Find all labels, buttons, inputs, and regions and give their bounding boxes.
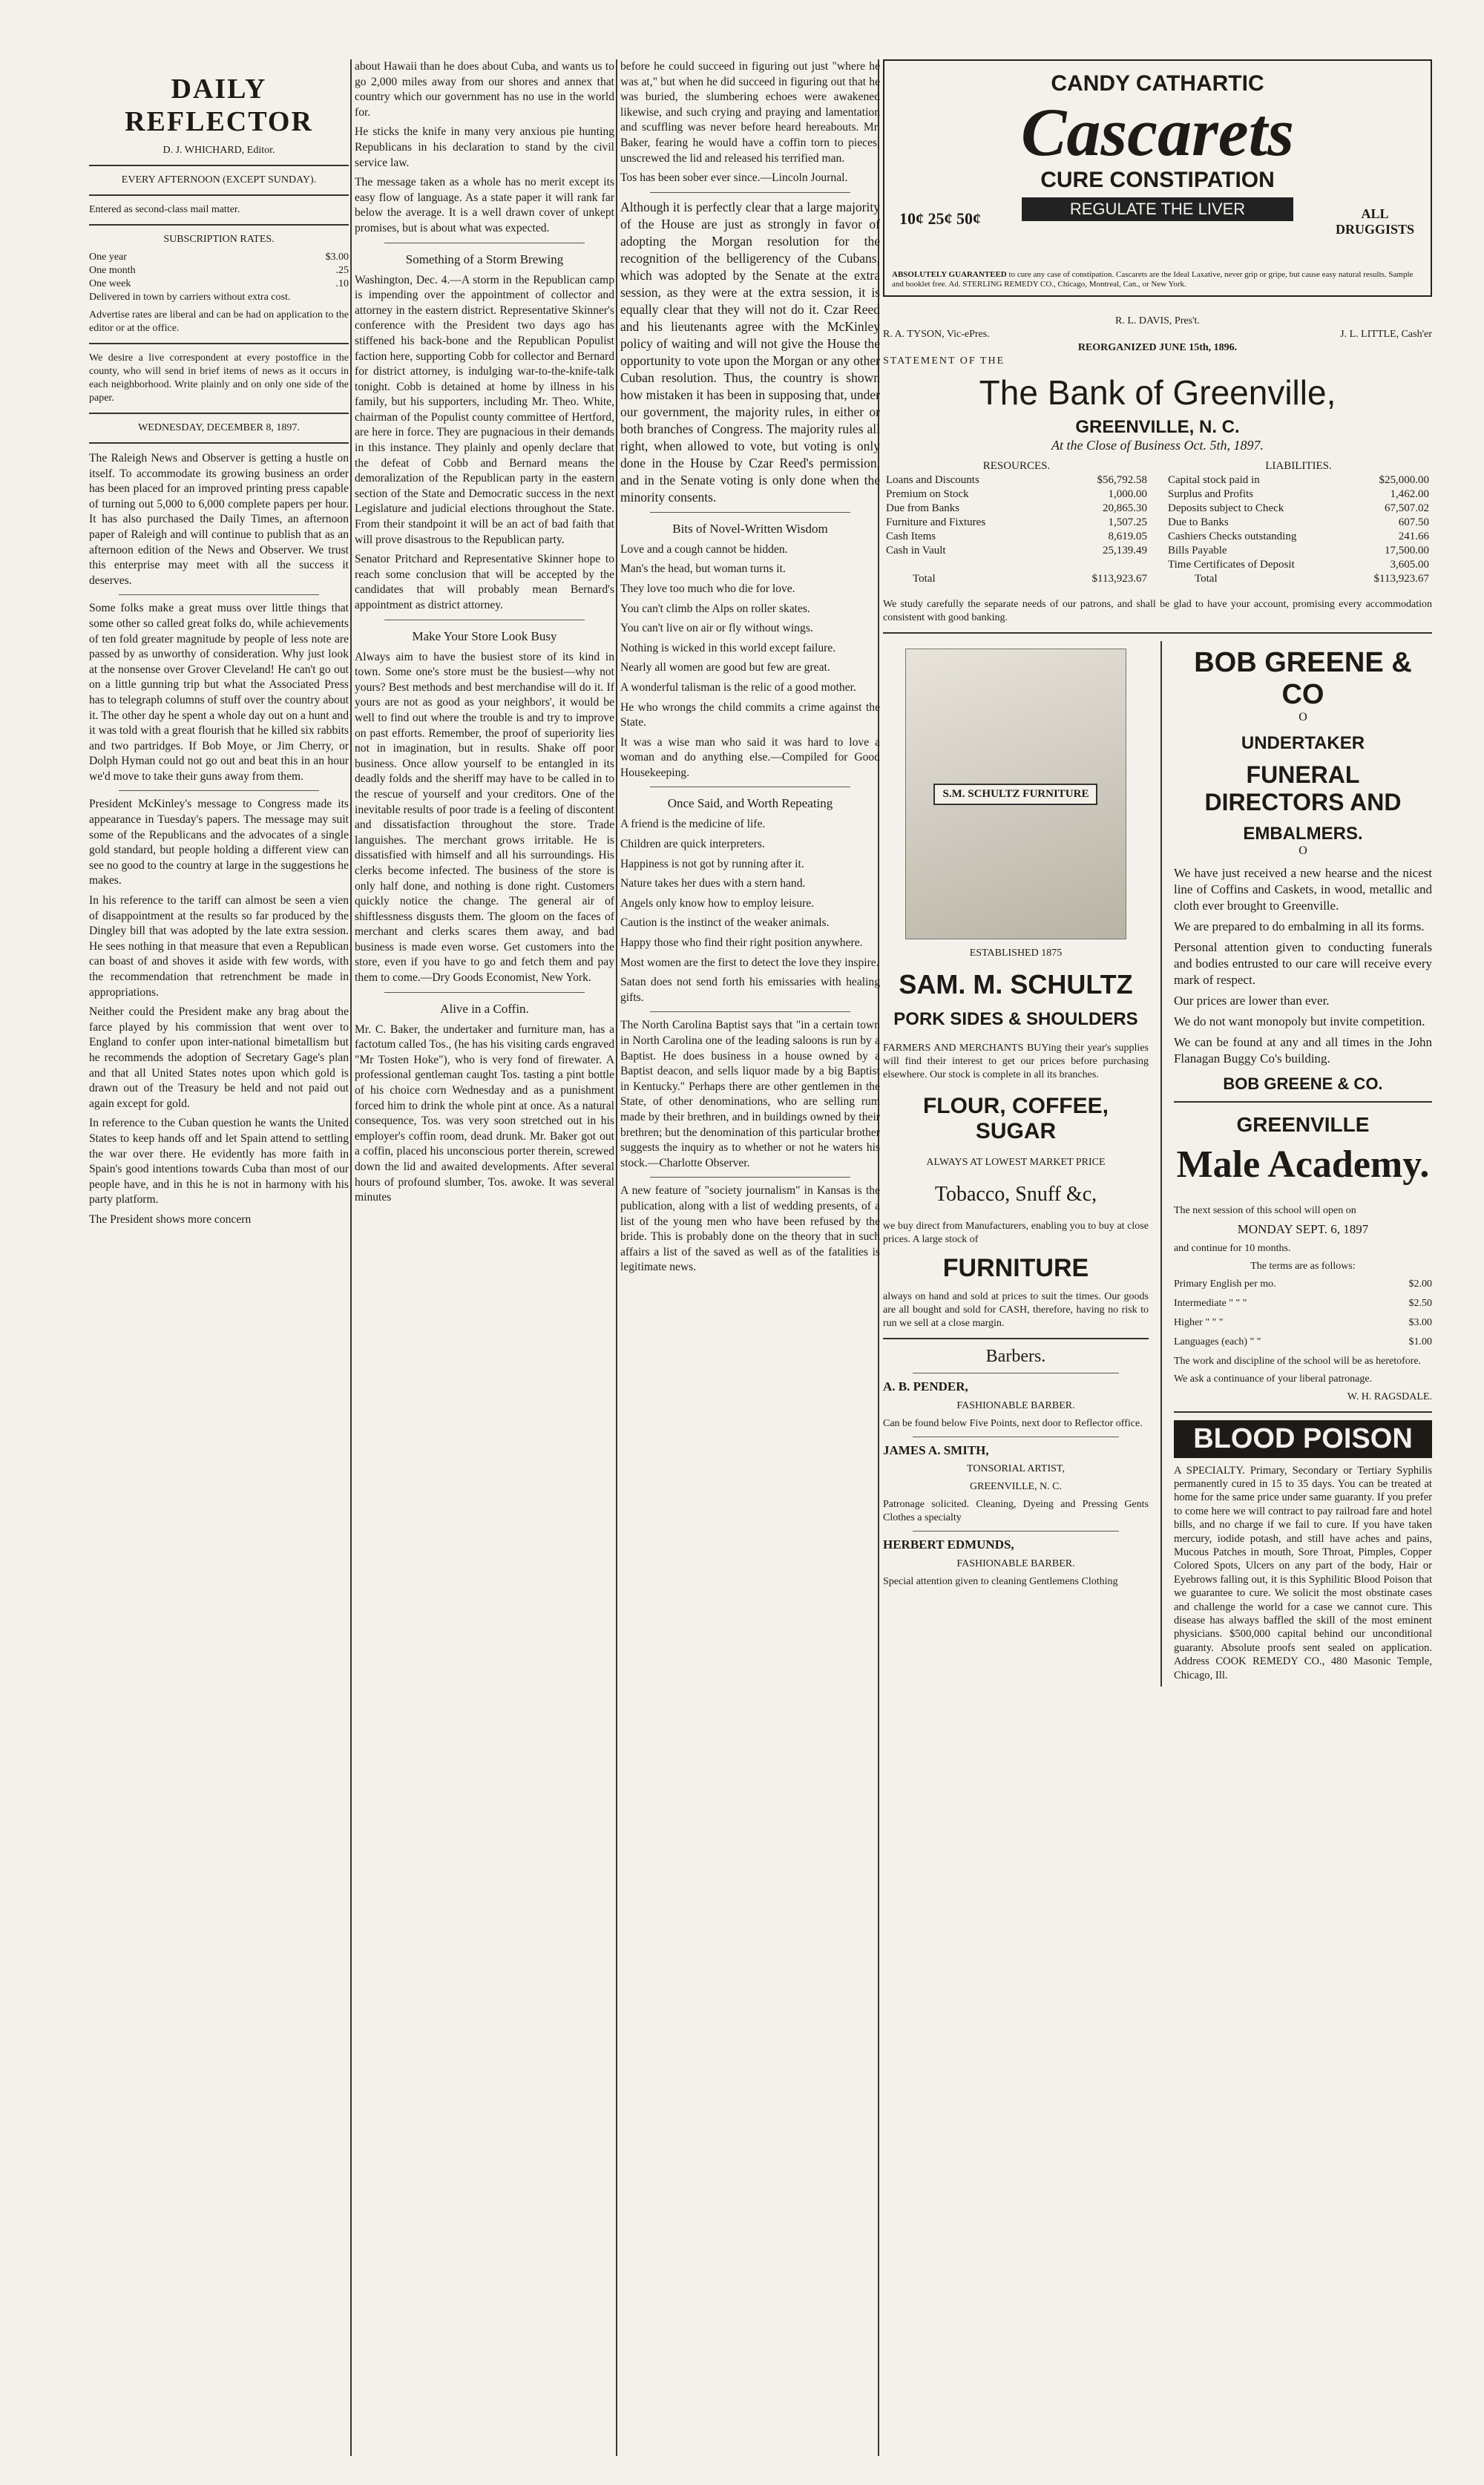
- saying-item: Satan does not send forth his emissaries with healing gifts.: [620, 976, 880, 1004]
- bank-name: The Bank of Greenville,: [979, 373, 1336, 412]
- schultz-lowest: ALWAYS AT LOWEST MARKET PRICE: [926, 1157, 1106, 1168]
- correspondent-note: We desire a live correspondent at every postoffice in the county, who will send in brief items of news as it occurs in each neighborhood. Write plainly and on only one side of the paper.: [89, 352, 349, 404]
- liabilities-heading: LIABILITIES.: [1265, 460, 1332, 472]
- bank-tables: [883, 459, 1432, 586]
- article-heading: Alive in a Coffin.: [440, 1001, 529, 1016]
- article-heading: Make Your Store Look Busy: [412, 628, 557, 643]
- greene-paragraph: We do not want monopoly but invite competition.: [1173, 1014, 1425, 1028]
- wisdom-item: Nearly all women are good but few are great.: [620, 661, 830, 674]
- publish-line: EVERY AFTERNOON (EXCEPT SUNDAY).: [121, 174, 317, 186]
- resources-table: [883, 459, 1150, 586]
- article-paragraph: Senator Pritchard and Representative Skinner hope to reach some conclusion that will be accepted by the candidates that will probably mean Bernard's appointment as district attorney.: [355, 553, 614, 611]
- saying-item: Caution is the instinct of the weaker animals.: [620, 916, 830, 930]
- table-row: Time Certificates of Deposit 3,605.00: [1168, 559, 1429, 571]
- editor-line: D. J. WHICHARD, Editor.: [162, 145, 275, 156]
- greene-paragraph: We can be found at any and all times in the John Flanagan Buggy Co's building.: [1173, 1035, 1432, 1066]
- greene-name: BOB GREENE & CO: [1194, 647, 1412, 710]
- wisdom-item: He who wrongs the child commits a crime against the State.: [620, 700, 880, 729]
- greene-column: [1174, 641, 1432, 1687]
- column-3: [620, 59, 880, 1280]
- greene-paragraph: We are prepared to do embalming in all its forms.: [1173, 919, 1425, 933]
- bank-ad: [883, 315, 1432, 625]
- column-ads: [883, 59, 1432, 1687]
- greene-embalmers: EMBALMERS.: [1243, 824, 1363, 844]
- table-row: Total $113,923.67: [1195, 573, 1429, 585]
- article-paragraph: Neither could the President make any brag about the farce played by his commission that went over to England to confer upon inter-national bimetallism but he recommends the adoption of Secretary Gage's plan and that all United States notes upon which gold is drawn out of the Treasury be held and not paid out again except for gold.: [89, 1005, 349, 1110]
- cascarets-cure: CURE CONSTIPATION: [1040, 168, 1275, 192]
- article-paragraph: President McKinley's message to Congress made its appearance in Tuesday's papers. The message may suit some of the Republicans and the advocates of a single gold standard, but people holding a different view can see no good to the country at large in the suggestions he makes.: [89, 798, 349, 887]
- cascarets-ad: [883, 59, 1432, 297]
- barber-title: FASHIONABLE BARBER.: [956, 1557, 1075, 1569]
- academy-sign: W. H. RAGSDALE.: [1347, 1391, 1432, 1402]
- cascarets-top: CANDY CATHARTIC: [1051, 71, 1264, 96]
- rate-row: One year $3.00: [89, 252, 349, 263]
- table-row: Total $113,923.67: [913, 573, 1147, 585]
- cascarets-brand: Cascarets: [1021, 94, 1294, 170]
- resources-heading: RESOURCES.: [982, 460, 1051, 472]
- article-paragraph: In his reference to the tariff can almost be seen a vien of disappointment at the results so far produced by the Dingley bill that was adopted by the late extra session. He sees nothing in that measure that even a Republican can boast of and shoves it aside with few words, with the recommendation that retrenchment be made in appropriations.: [89, 894, 349, 999]
- article-heading: Once Said, and Worth Repeating: [667, 796, 833, 811]
- bank-president: R. L. DAVIS, Pres't.: [1115, 315, 1200, 326]
- article-paragraph: Some folks make a great muss over little things that some other so called great folks do, while achievements of ten fold greater magnitude by people of less note are passed by as unworthy of consideration. Why just look at the nonsense over Grover Cleveland! He can't go out on a little gunning trip but what the Associated Press has to telegraph columns of stuff over the country about it. The other day he spent a whole day out on a hunt and it was told with a great flourish that he killed six rabbits and two partridges. If Bob Moye, or Jim Cherry, or Dolph Hyman could not go out and beat this in an hour we'd move to take their guns away from them.: [89, 602, 349, 783]
- saying-item: Happiness is not got by running after it.: [620, 857, 804, 870]
- established-line: ESTABLISHED 1875: [969, 948, 1063, 959]
- academy-date: MONDAY SEPT. 6, 1897: [1237, 1222, 1369, 1236]
- masthead: DAILY REFLECTOR: [125, 73, 313, 137]
- cascarets-fine: [892, 270, 1423, 289]
- academy-work: The work and discipline of the school will be as heretofore.: [1173, 1355, 1422, 1367]
- bank-cashier: J. L. LITTLE, Cash'er: [1340, 329, 1432, 340]
- table-row: Capital stock paid in $25,000.00: [1168, 474, 1429, 486]
- liabilities-table: [1165, 459, 1432, 586]
- bank-close: At the Close of Business Oct. 5th, 1897.: [1051, 438, 1264, 453]
- table-row: Cash Items 8,619.05: [886, 531, 1147, 542]
- store-sign: S.M. SCHULTZ FURNITURE: [933, 784, 1097, 805]
- greene-undertaker: UNDERTAKER: [1241, 733, 1365, 753]
- table-row: Cash in Vault 25,139.49: [886, 545, 1147, 557]
- greene-sign: BOB GREENE & CO.: [1223, 1074, 1383, 1093]
- barber-text: Special attention given to cleaning Gentlemens Clothing: [883, 1575, 1118, 1587]
- barber-text: Can be found below Five Points, next door to Reflector office.: [883, 1417, 1143, 1429]
- schultz-pork: PORK SIDES & SHOULDERS: [893, 1009, 1138, 1029]
- entered-line: Entered as second-class mail matter.: [89, 204, 240, 215]
- table-row: Higher " " " $3.00: [1173, 1316, 1432, 1328]
- cascarets-prices: 10¢ 25¢ 50¢: [899, 209, 981, 228]
- barber-title: TONSORIAL ARTIST,: [967, 1463, 1065, 1475]
- article-paragraph: Always aim to have the busiest store of its kind in town. Some one's store must be the busiest—why not yours? Best methods and best merchandise will do it. If yours are not as good as your neighbors', it would be well to find out where the trouble is and try to improve on past efforts. Remember, the proof of superiority lies not in imagination, but in results. Shake off poor business. Once allow yourself to be entangled in its deadly folds and the sheriff may have to be called in to the rescue of yourself and your creditors. One of the inevitable results of poor trade is a feeling of discontent and dissatisfaction throughout the store. Trade languishes. The merchant grows irritable. He is dissatisfied with himself and all his surroundings. His clerks become infected. The business of the store is only half done, and nothing is done right. Customers quickly notice the change. The general air of shiftlessness disgusts them. The gloom on the faces of merchant and clerks scares them away, and bad business is made even worse. Get customers into the store, even if you have to go and fetch them and pay them to come.—Dry Goods Economist, New York.: [355, 650, 614, 985]
- academy-name: Male Academy.: [1176, 1143, 1430, 1186]
- academy-cont: and continue for 10 months.: [1173, 1242, 1291, 1254]
- barbers-heading: Barbers.: [985, 1347, 1046, 1366]
- column-rule: [350, 59, 352, 2456]
- article-paragraph: before he could succeed in figuring out just "where he was at," but when he did succeed in figuring out that he was buried, the slumbering echoes were awakened likewise, and such crying and praying and lamentation and scuffling was never before heard hereabouts. Mr. Baker, fearing he would have a coffin torn to pieces, unscrewed the lid and released his terrified man.: [620, 60, 880, 165]
- saying-item: Happy those who find their right position anywhere.: [620, 936, 863, 950]
- greene-paragraph: We have just received a new hearse and the nicest line of Coffins and Caskets, in wood, metallic and cloth ever brought to Greenville.: [1173, 866, 1432, 913]
- divider-mark: O: [1298, 711, 1307, 723]
- bank-note: We study carefully the separate needs of our patrons, and shall be glad to have your account, promising every accommodation consistent with good banking.: [883, 599, 1432, 623]
- bank-vice: R. A. TYSON, Vic-ePres.: [883, 329, 990, 340]
- table-row: Deposits subject to Check 67,507.02: [1168, 502, 1429, 514]
- greene-paragraph: Personal attention given to conducting funerals and bodies entrusted to our care will receive every mark of respect.: [1173, 940, 1432, 987]
- divider-mark: O: [1298, 844, 1307, 857]
- delivered-line: Delivered in town by carriers without extra cost.: [89, 292, 291, 303]
- table-row: Due to Banks 607.50: [1168, 516, 1429, 528]
- rate-row: One month .25: [89, 265, 349, 276]
- cascarets-banner: REGULATE THE LIVER: [1022, 197, 1293, 221]
- table-row: Bills Payable 17,500.00: [1168, 545, 1429, 557]
- cascarets-fine-text: to cure any case of constipation. Cascarets are the Ideal Laxative, never grip or gripe, but cause easy natural results. Sample and booklet free. Ad. STERLING REMEDY CO., Chicago, Montreal, Can., or New York.: [892, 270, 1414, 289]
- issue-date: WEDNESDAY, DECEMBER 8, 1897.: [138, 422, 300, 433]
- table-row: Languages (each) " " $1.00: [1173, 1336, 1432, 1347]
- wisdom-item: You can't live on air or fly without wings.: [620, 622, 813, 635]
- bank-place: GREENVILLE, N. C.: [1075, 417, 1240, 437]
- schultz-farmers: FARMERS AND MERCHANTS BUYing their year's supplies will find their interest to get our prices before purchasing elsewhere. Our stock is complete in all its branches.: [883, 1043, 1149, 1080]
- schultz-furniture: FURNITURE: [942, 1254, 1089, 1282]
- wisdom-item: A wonderful talisman is the relic of a good mother.: [620, 680, 856, 694]
- article-paragraph: A new feature of "society journalism" in Kansas is the publication, along with a list of wedding presents, of a list of the young men who have been refused by the bride. This is probably done on the theory that in such affairs a list of the saved as well as of the fatalities is legitimate news.: [620, 1184, 880, 1274]
- table-row: Intermediate " " " $2.50: [1173, 1297, 1432, 1309]
- article-paragraph: The President shows more concern: [89, 1212, 252, 1226]
- article-heading: Something of a Storm Brewing: [405, 252, 564, 266]
- bank-statement: STATEMENT OF THE: [883, 355, 1005, 367]
- table-row: Primary English per mo. $2.00: [1173, 1278, 1432, 1290]
- table-row: Cashiers Checks outstanding 241.66: [1168, 531, 1429, 542]
- column-rule: [616, 59, 617, 2456]
- table-row: Surplus and Profits 1,462.00: [1168, 488, 1429, 500]
- lower-ads: [883, 641, 1432, 1687]
- wisdom-item: It was a wise man who said it was hard to love a woman and do anything else.—Compiled for Good Housekeeping.: [620, 735, 880, 779]
- saying-item: Most women are the first to detect the love they inspire.: [620, 956, 879, 969]
- wisdom-item: Nothing is wicked in this world except failure.: [620, 641, 836, 654]
- wisdom-item: They love too much who die for love.: [620, 582, 795, 595]
- blood-poison-text: A SPECIALTY. Primary, Secondary or Tertiary Syphilis permanently cured in 15 to 35 days. You can be treated at home for the same price under same guaranty. If you prefer to come here we will contract to pay railroad fare and hotel bills, and no charge if we fail to cure. If you have taken mercury, iodide potash, and still have aches and pains, Mucous Patches in mouth, Sore Throat, Pimples, Copper Colored Spots, Ulcers on any part of the body, Hair or Eyebrows falling out, it is this Syphilitic Blood Poison that we guarantee to cure. We solicit the most obstinate cases and challenge the world for a case we cannot cure. This disease has always baffled the skill of the most eminent physicians. $500,000 capital behind our unconditional guaranty. Absolute proofs sent sealed on application. Address COOK REMEDY CO., 480 Masonic Temple, Chicago, Ill.: [1173, 1464, 1432, 1681]
- barber-name: A. B. PENDER,: [883, 1379, 968, 1393]
- article-paragraph: In reference to the Cuban question he wants the United States to keep hands off and let Spain attend to settling the war over there. He evidently has more faith in Spain's good intentions towards Cuba than most of our people have, and in this he is not in harmony with his party platform.: [89, 1117, 349, 1207]
- barber-place: GREENVILLE, N. C.: [969, 1481, 1063, 1493]
- cascarets-druggists: ALL DRUGGISTS: [1335, 206, 1415, 237]
- article-paragraph: Washington, Dec. 4.—A storm in the Republican camp is impending over the appointment of collector and attorney in the eastern district. Representative Skinner's conference with the President two days ago has stiffened his back-bone and the Republican Populist faction here, supporting Cobb for collector and Bernard for district attorney, is indulging war-to-the-knife-talk tonight. Cobb is detained at home by illness in his family, but his supporters, including Mr. Theo. White, chairman of the Populist county committee of Hertford, are here in force. They are pugnacious in their demands in this instance. They plainly and openly declare that the defeat of Cobb and Bernard means the demoralization of the Republican party in the eastern section of the State and Democratic success in the next Legislature and judicial elections throughout the State. From their standpoint it will be an act of bad faith that will prove disastrous to the Republican party.: [355, 273, 614, 546]
- bank-officers: [883, 328, 1432, 341]
- academy-city: GREENVILLE: [1236, 1113, 1370, 1136]
- table-row: Premium on Stock 1,000.00: [886, 488, 1147, 500]
- wisdom-item: Love and a cough cannot be hidden.: [620, 542, 788, 556]
- article-paragraph: The North Carolina Baptist says that "in a certain town in North Carolina one of the leading saloons is run by a Baptist. He does business in a house owned by a Baptist deacon, and sells liquor made by a big Baptist in Kentucky." Perhaps there are other gentlemen in the State, of other denominations, who are selling rum made by their brethren, and in buildings owned by their brethren; but the denomination of this particular brother suggests the inquiry as to whether or not he waters his stock.—Charlotte Observer.: [620, 1019, 880, 1169]
- rate-row: One week .10: [89, 278, 349, 289]
- saying-item: Children are quick interpreters.: [620, 838, 765, 851]
- column-1: [89, 59, 349, 1232]
- tuition-table: [1174, 1278, 1432, 1349]
- schultz-buy: we buy direct from Manufacturers, enabling you to buy at close prices. A large stock of: [883, 1221, 1149, 1245]
- blood-poison-heading: BLOOD POISON: [1174, 1420, 1432, 1458]
- greene-paragraph: Our prices are lower than ever.: [1173, 994, 1330, 1008]
- rates-heading: SUBSCRIPTION RATES.: [163, 234, 275, 245]
- saying-item: Nature takes her dues with a stern hand.: [620, 877, 806, 890]
- schultz-always: always on hand and sold at prices to suit the times. Our goods are all bought and sold for CASH, therefore, having no risk to run we sell at a close margin.: [883, 1291, 1149, 1329]
- wisdom-item: Man's the head, but woman turns it.: [620, 562, 786, 576]
- schultz-name: SAM. M. SCHULTZ: [899, 969, 1133, 999]
- saying-item: A friend is the medicine of life.: [620, 818, 766, 831]
- wisdom-item: You can't climb the Alps on roller skates.: [620, 602, 810, 615]
- academy-next: The next session of this school will open on: [1173, 1205, 1356, 1216]
- greene-funeral: FUNERAL DIRECTORS AND: [1204, 761, 1402, 815]
- cascarets-guarantee: ABSOLUTELY GUARANTEED: [892, 270, 1007, 279]
- rates-list: [89, 251, 349, 291]
- barber-text: Patronage solicited. Cleaning, Dyeing and Pressing Gents Clothes a specialty: [883, 1499, 1149, 1524]
- article-paragraph: He sticks the knife in many very anxious pie hunting Republicans in his declaration to stand by the civil service law.: [355, 125, 614, 169]
- column-2: [355, 59, 614, 1210]
- table-row: Furniture and Fixtures 1,507.25: [886, 516, 1147, 528]
- article-paragraph: Although it is perfectly clear that a large majority of the House are just as strongly in favor of adopting the Morgan resolution for the recognition of the belligerency of the Cubans, which was adopted by the Senate at the extra session, as they were at the extra session, it is equally clear that they will not do it. Czar Reed and his lieutenants agree with the McKinley policy of waiting and will not give the House the opportunity to vote upon the Morgan or any other Cuban resolution. Thus, the country is shown how mistaken it has been in supposing that, under our government, the majority rules, in either or both branches of Congress. The majority rules all right, when allowed to vote, but voting is only done in the House by Czar Reed's permission, and in the Senate voting is only done when the minority consents.: [620, 199, 880, 505]
- article-paragraph: The Raleigh News and Observer is getting a hustle on itself. To accommodate its growing business an order has been placed for an improved printing press capable of turning out 5,000 to 6,000 complete papers per hour. It has also purchased the Daily Times, an afternoon paper of Raleigh and will continue to publish that as an afternoon edition of the News and Observer. We trust this enterprise may meet with all the success it deserves.: [89, 452, 349, 587]
- table-row: Due from Banks 20,865.30: [886, 502, 1147, 514]
- table-row: Loans and Discounts $56,792.58: [886, 474, 1147, 486]
- article-paragraph: Tos has been sober ever since.—Lincoln Journal.: [620, 171, 848, 185]
- schultz-flour: FLOUR, COFFEE, SUGAR: [922, 1094, 1109, 1143]
- article-paragraph: about Hawaii than he does about Cuba, and wants us to go 2,000 miles away from our shores and annex that country which our government has no use in the world for.: [355, 60, 614, 119]
- academy-ask: We ask a continuance of your liberal patronage.: [1173, 1373, 1373, 1385]
- barber-title: FASHIONABLE BARBER.: [956, 1399, 1075, 1411]
- barber-name: JAMES A. SMITH,: [883, 1442, 989, 1457]
- bank-reorganized: REORGANIZED JUNE 15th, 1896.: [1077, 342, 1238, 353]
- schultz-column: [883, 641, 1149, 1687]
- article-paragraph: Mr. C. Baker, the undertaker and furniture man, has a factotum called Tos., (he has his visiting cards engraved "Mr Tosten Hoke"), who is very fond of firewater. A professional gentleman caught Tos. tasting a pint bottle of his choice corn Wednesday and as a punishment forced him to drink the whole pint at once. As a natural consequence, Tos. was very soon stretched out in his employer's coffin room, dead drunk. Mr. Baker got out a coffin, placed his unconscious porter therein, screwed down the lid and awaited developments. After several hours of profound slumber, Tos. awoke. It was several minutes: [355, 1022, 614, 1204]
- academy-terms: The terms are as follows:: [1250, 1260, 1356, 1272]
- schultz-tobacco: Tobacco, Snuff &c,: [934, 1183, 1097, 1206]
- saying-item: Angels only know how to employ leisure.: [620, 896, 815, 910]
- column-rule: [1160, 641, 1162, 1687]
- article-heading: Bits of Novel-Written Wisdom: [672, 521, 828, 536]
- barber-name: HERBERT EDMUNDS,: [883, 1537, 1014, 1552]
- article-paragraph: The message taken as a whole has no merit except its easy flow of language. As a state paper it will rank far below the average. It is a well drawn cover of unkept promises, but is about what was expected.: [355, 176, 614, 234]
- advertise-line: Advertise rates are liberal and can be had on application to the editor or at the office.: [89, 309, 349, 334]
- store-illustration: [905, 649, 1126, 939]
